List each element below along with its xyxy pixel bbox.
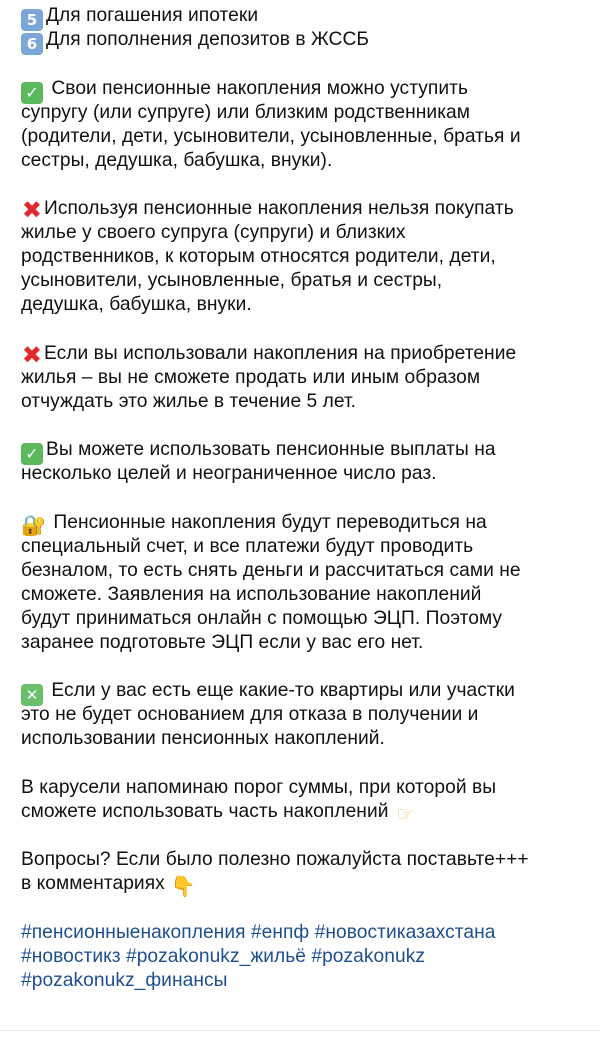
list-item-6 [21, 28, 586, 52]
paragraph-line: безналом, то есть снять деньги и рассчитаться сами не [21, 559, 521, 581]
cross-mark-icon: ✖ [21, 340, 43, 369]
paragraph-sale-restriction [21, 342, 586, 414]
paragraph-line: В карусели напоминаю порог суммы, при которой вы [21, 776, 497, 798]
paragraph-line: сможете использовать часть накоплений [21, 800, 389, 822]
list-item-5-text: Для погашения ипотеки [46, 5, 259, 26]
paragraph-line: специальный счет, и все платежи будут проводить [21, 535, 474, 557]
paragraph-line: Вопросы? Если было полезно пожалуйста поставьте+++ [21, 849, 529, 870]
paragraph-line: Вы можете использовать пенсионные выплаты на [46, 439, 496, 460]
paragraph-line: сможете. Заявления на использование накоплений [21, 583, 482, 605]
cross-mark-icon: ✖ [21, 196, 43, 224]
keycap-digit-5-icon: 5 [21, 9, 43, 31]
paragraph-line: усыновители, усыновленные, братья и сестры, [21, 270, 443, 291]
list-item-6-text: Для пополнения депозитов в ЖССБ [46, 29, 369, 50]
cross-mark-button-icon: ✕ [21, 684, 43, 706]
hashtag-line[interactable]: #новостикз #pozakonukz_жильё #pozakonukz [21, 945, 425, 967]
paragraph-special-account [21, 511, 586, 655]
paragraph-line: Пенсионные накопления будут переводиться на [48, 511, 487, 533]
paragraph-relatives-restriction [21, 197, 586, 317]
keycap-digit-6-icon: 6 [21, 33, 43, 55]
list-item-5 [21, 4, 586, 28]
paragraph-line: в комментариях [21, 873, 165, 894]
paragraph-line: родственников, к которым относятся родители, дети, [21, 246, 496, 267]
paragraph-line: Используя пенсионные накопления нельзя покупать [44, 198, 514, 219]
check-mark-button-icon: ✓ [21, 443, 43, 465]
paragraph-line: Свои пенсионные накопления можно уступить [46, 77, 468, 99]
divider [0, 1030, 600, 1031]
paragraph-line: жилье у своего супруга (супруги) и близких [21, 222, 406, 243]
paragraph-line: несколько целей и неограниченное число раз. [21, 463, 437, 484]
paragraph-carousel-note [21, 776, 586, 824]
paragraph-line: дедушка, бабушка, внуки. [21, 294, 252, 315]
paragraph-line: отчуждать это жилье в течение 5 лет. [21, 390, 357, 412]
paragraph-line: Если вы использовали накопления на приобретение [44, 342, 517, 364]
paragraph-line: заранее подготовьте ЭЦП если у вас его нет. [21, 631, 424, 653]
paragraph-multiple-uses [21, 438, 586, 486]
hashtag-line[interactable]: #pozakonukz_финансы [21, 969, 228, 991]
backhand-index-pointing-right-icon: ☞ [396, 801, 415, 826]
hashtags [21, 921, 586, 993]
paragraph-assign-savings [21, 77, 586, 173]
backhand-index-pointing-down-icon: 👇 [170, 874, 196, 898]
paragraph-line: сестры, дедушка, бабушка, внуки). [21, 149, 333, 171]
paragraph-line: жилья – вы не сможете продать или иным образом [21, 366, 481, 388]
check-mark-button-icon: ✓ [21, 82, 43, 104]
paragraph-line: (родители, дети, усыновители, усыновленные, братья и [21, 125, 521, 147]
paragraph-line: будут приниматься онлайн с помощью ЭЦП. Поэтому [21, 607, 503, 629]
post-body [21, 4, 586, 993]
paragraph-line: супругу (или супруге) или близким родственникам [21, 101, 471, 123]
hashtag-line[interactable]: #пенсионныенакопления #енпф #новостиказахстана [21, 921, 496, 943]
paragraph-line: Если у вас есть еще какие-то квартиры или участки [46, 680, 515, 701]
paragraph-other-property [21, 679, 586, 751]
paragraph-line: использовании пенсионных накоплений. [21, 728, 385, 749]
locked-with-key-icon: 🔐 [21, 512, 46, 537]
paragraph-questions [21, 848, 586, 896]
paragraph-line: это не будет основанием для отказа в получении и [21, 704, 479, 725]
